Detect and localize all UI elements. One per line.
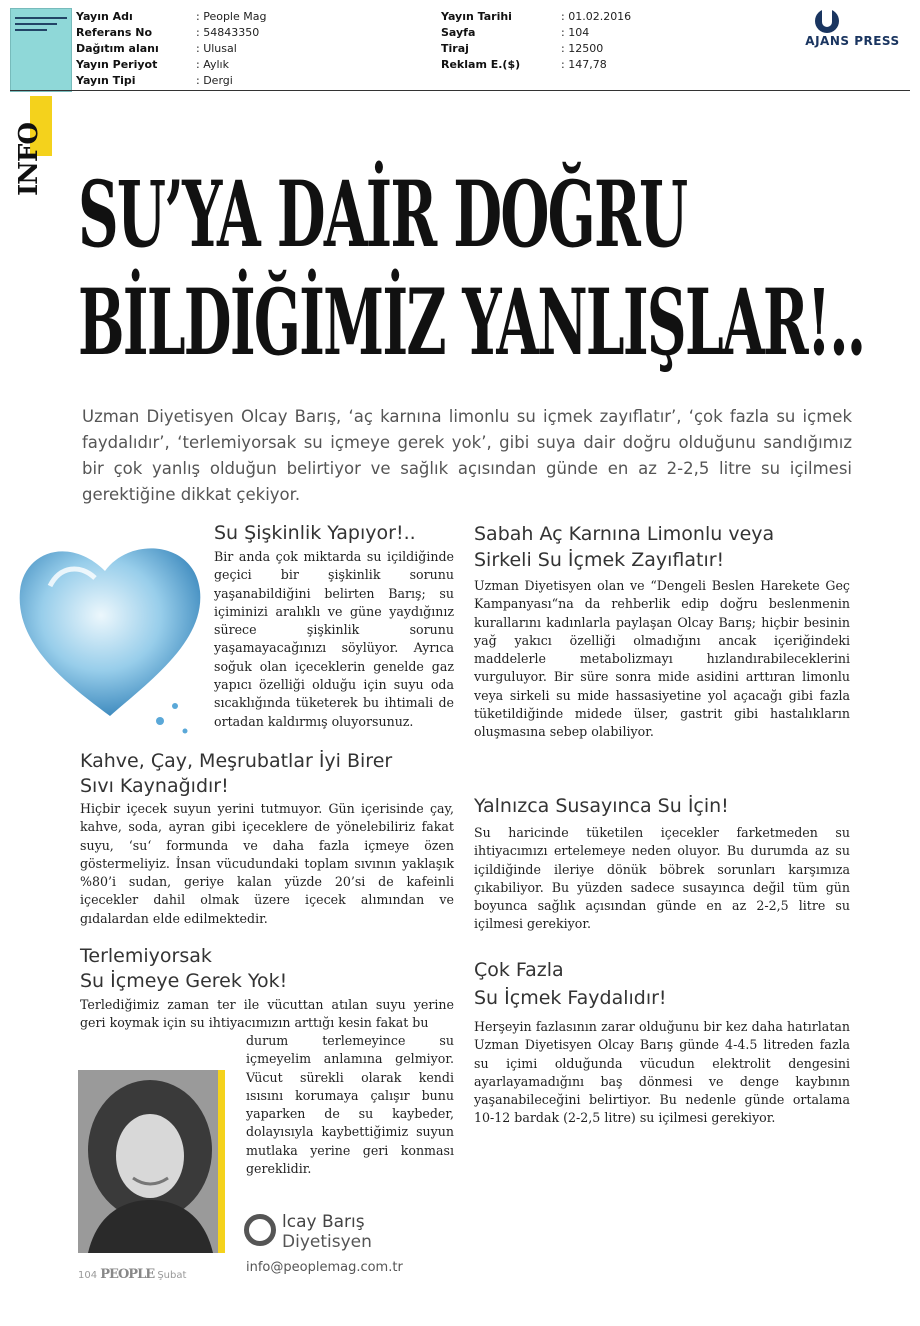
folio-page: 104: [78, 1270, 98, 1281]
meta-left: [76, 9, 266, 89]
section-heading: Terlemiyorsak: [80, 945, 212, 967]
meta-value: : 12500: [561, 42, 604, 55]
meta-right: [441, 9, 631, 73]
signature-o-mark: [244, 1214, 276, 1246]
section-heading: Sabah Aç Karnına Limonlu veya: [474, 523, 775, 545]
meta-key: Sayfa: [441, 26, 476, 39]
headline-line-2: BİLDİĞİMİZ YANLIŞLAR!..: [78, 270, 865, 377]
meta-value: : 104: [561, 26, 590, 39]
headline-line-1: SU’YA DAİR DOĞRU: [78, 162, 687, 269]
section-heading: Yalnızca Susayınca Su İçin!: [474, 795, 729, 817]
contact-email: info@peoplemag.com.tr: [246, 1260, 403, 1275]
section-body: Herşeyin fazlasının zarar olduğunu bir kez daha hatırlatan Uzman Diyetisyen Olcay Barış günde 4-4.5 litreden fazla su içimi olduğunda vücudun elektrolit dengesini ayarlayamadığını baş dönmesi ve denge kaybının yaşanabileceğini belirtiyor. Bu nedenle günde ortalama 10-12 bardak (2-2,5 litre) su içilmesi gerekiyor.: [474, 1019, 850, 1126]
meta-value: : Aylık: [196, 58, 229, 71]
meta-key: Tiraj: [441, 42, 469, 55]
meta-value: : 54843350: [196, 26, 260, 39]
folio-month: Şubat: [157, 1270, 187, 1281]
section-heading: Sıvı Kaynağıdır!: [80, 775, 229, 797]
meta-key: Referans No: [76, 26, 152, 39]
meta-key: Dağıtım alanı: [76, 42, 159, 55]
water-heart-image: [10, 516, 210, 756]
header-divider: [10, 90, 910, 91]
meta-key: Yayın Adı: [76, 10, 133, 23]
author-role: Diyetisyen: [282, 1232, 372, 1252]
section-body: Bir anda çok miktarda su içildiğinde geçici bir şişkinlik sorunu yaşanabildiğini belirten Barış; su içiminizi aralıklı ve güne yaydığınız sürece şişkinlik sorunu yaşamayacağınızı söylüyor. Ayrıca soğuk olan içeceklerin genelde gaz yapıcı özelliği olduğu için suyu oda sıcaklığında tüketerek bu ihtimali de ortadan kaldırmış oluyorsunuz.: [214, 549, 454, 729]
meta-value: : 147,78: [561, 58, 607, 71]
clipping-thumbnail: [10, 8, 72, 92]
section-body: Su haricinde tüketilen içecekler farketmeden su ihtiyacımızı ertelemeye neden oluyor. Bu durumda az su içildiğinde ileriye dönük böbrek sorunları karşımıza çıkabiliyor. Bu yüzden sadece susayınca değil tüm gün boyunca sağlık açısından günde en az 2-2,5 litre su içilmesi gerekiyor.: [474, 825, 850, 932]
section-heading: Kahve, Çay, Meşrubatlar İyi Birer: [80, 750, 393, 772]
meta-key: Reklam E.($): [441, 58, 521, 71]
section-heading: Su İçmeye Gerek Yok!: [80, 970, 288, 992]
section-tag: INFO: [14, 122, 44, 196]
meta-key: Yayın Tipi: [76, 74, 136, 87]
section-body: durum terlemeyince su içmeyelim anlamına gelmiyor. Vücut sürekli olarak kendi ısısını korumaya çalışır bunu yaparken de su kaybeder, dolayısıyla kaybettiğimiz suyun mutlaka yerine geri konması gereklidir.: [246, 1033, 454, 1177]
section-heading: Su İçmek Faydalıdır!: [474, 987, 667, 1009]
meta-value: : People Mag: [196, 10, 267, 23]
section-heading: Su Şişkinlik Yapıyor!..: [214, 522, 416, 544]
folio-magazine: PEOPLE: [100, 1267, 155, 1282]
section-heading: Sirkeli Su İçmek Zayıflatır!: [474, 549, 725, 571]
meta-key: Yayın Tarihi: [441, 10, 512, 23]
dietitian-portrait-photo: [78, 1070, 223, 1253]
author-name: lcay Barış: [282, 1212, 365, 1232]
page-folio: [78, 1267, 186, 1282]
meta-value: : Ulusal: [196, 42, 237, 55]
section-body: Terlediğimiz zaman ter ile vücuttan atılan suyu yerine geri koymak için su ihtiyacımızın arttığı kesin fakat bu: [80, 997, 454, 1031]
section-body: Uzman Diyetisyen olan ve “Dengeli Beslen Harekete Geç Kampanyası“na da rehberlik edip doğru beslenmenin kurallarını kadınlarla paylaşan Olcay Barış; hiçbir besinin yağ yakıcı özelliği olmadığını ancak içeriğindeki maddelerle metabolizmayı hızlandırabileceklerini vurguluyor. Bir süre sonra mide asidini arttıran limonlu veya sirkeli su mide hassasiyetine yol açacağı gibi fazla tüketildiğinde midede ülser, gastrit gibi hastalıkların oluşmasına sebep olabiliyor.: [474, 578, 850, 740]
meta-value: : Dergi: [196, 74, 233, 87]
section-heading: Çok Fazla: [474, 959, 564, 981]
lead-paragraph: Uzman Diyetisyen Olcay Barış, ‘aç karnına limonlu su içmek zayıflatır’, ‘çok fazla su içmek faydalıdır’, ‘terlemiyorsak su içmeye gerek yok’, gibi suya dair doğru olduğunu sandığımız bir çok yanlış olduğun belirtiyor ve sağlık açısından günde en az 2-2,5 litre su içilmesi gerektiğine dikkat çekiyor.: [82, 407, 852, 504]
meta-key: Yayın Periyot: [76, 58, 158, 71]
ajans-press-logo-icon: [815, 9, 839, 33]
meta-value: : 01.02.2016: [561, 10, 632, 23]
section-body: Hiçbir içecek suyun yerini tutmuyor. Gün içerisinde çay, kahve, soda, ayran gibi içeceklere de yönelebiliriz fakat suyu, ‘su‘ formunda ve daha fazla içmeye özen göstermeliyiz. İnsan vücudundaki toplam sıvının yaklaşık %80’i sudan, geriye kalan yüzde 20’si de kafeinli içecekler dahil olmak üzere içecek alımından ve gıdalardan elde edilmektedir.: [80, 801, 454, 926]
photo-accent-bar: [218, 1070, 225, 1253]
ajans-press-logo-text: AJANS PRESS: [805, 34, 900, 48]
